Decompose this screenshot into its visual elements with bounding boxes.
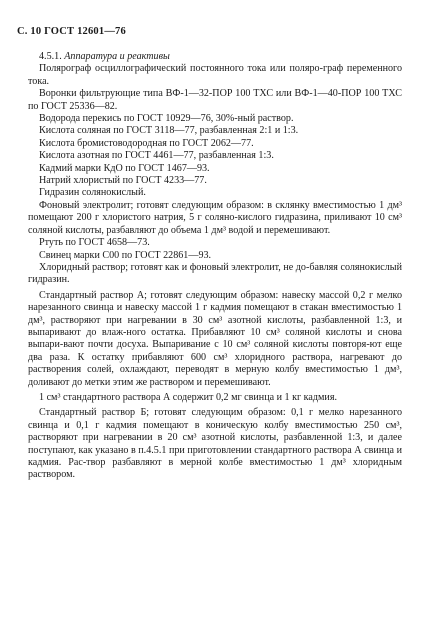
paragraph: Гидразин солянокислый. bbox=[39, 187, 146, 199]
paragraph: Водорода перекись по ГОСТ 10929—76, 30%-ный раствор. bbox=[39, 113, 294, 125]
paragraph: Стандартный раствор А; готовят следующим образом: навеску массой 0,2 г мелко нарезанного свинца и навеску массой 1 г кадмия помещают в стакан вместимостью 1 дм³, растворяют при нагревании в 30 см³ азотной кислоты, разбавленной 1:3, и выпаривают до влаж-ного остатка. Прибавляют 10 см³ соляной кислоты и снова выпари-вают почти досуха. Выпаривание с 10 см³ соляной кислоты повторя-ют еще два раза. К остатку прибавляют 600 см³ хлоридного раствора, нагревают до растворения солей, охлаждают, переводят в мерную колбу вместимостью 1 дм³, доливают до метки этим же раствором и перемешивают. bbox=[28, 289, 402, 388]
section-heading bbox=[28, 51, 402, 63]
paragraph: Хлоридный раствор; готовят как и фоновый электролит, не до-бавляя солянокислый гидразин. bbox=[28, 261, 402, 286]
paragraph: Ртуть по ГОСТ 4658—73. bbox=[39, 237, 150, 249]
paragraph: Кислота соляная по ГОСТ 3118—77, разбавленная 2:1 и 1:3. bbox=[39, 125, 299, 137]
paragraph: Натрий хлористый по ГОСТ 4233—77. bbox=[39, 175, 207, 187]
paragraph: 1 см³ стандартного раствора А содержит 0,2 мг свинца и 1 кг кадмия. bbox=[39, 391, 337, 403]
paragraph: Кислота азотная по ГОСТ 4461—77, разбавленная 1:3. bbox=[39, 150, 274, 162]
page-header: С. 10 ГОСТ 12601—76 bbox=[17, 26, 126, 37]
paragraph: Воронки фильтрующие типа ВФ-1—32-ПОР 100 ТХС или ВФ-1—40-ПОР 100 ТХС по ГОСТ 25336—82. bbox=[28, 88, 402, 112]
section-title: Аппаратура и реактивы bbox=[64, 51, 170, 62]
section-number: 4.5.1. bbox=[39, 51, 62, 62]
paragraph: Кадмий марки КдО по ГОСТ 1467—93. bbox=[39, 162, 210, 174]
paragraph: Стандартный раствор Б; готовят следующим образом: 0,1 г мелко нарезанного свинца и 0,1 г кадмия помещают в коническую колбу вместимостью 250 см³, растворяют при нагревании в 20 см³ азотной кислоты, разбавленной 1:3, и далее поступают, как указано в п.4.5.1 при приготовлении стандартного раствора А свинца и кадмия. Рас-твор разбавляют в мерной колбе вместимостью 1 дм³ хлоридным раствором. bbox=[28, 407, 402, 481]
paragraph: Свинец марки С00 по ГОСТ 22861—93. bbox=[39, 249, 212, 261]
paragraph: Полярограф осциллографический постоянного тока или поляро-граф переменного тока. bbox=[28, 63, 402, 87]
paragraph: Кислота бромистоводородная по ГОСТ 2062—77. bbox=[39, 137, 254, 149]
paragraph: Фоновый электролит; готовят следующим образом: в склянку вместимостью 1 дм³ помещают 200 г хлористого натрия, 5 г соляно-кислого гидразина, приливают 10 см³ соляной кислоты, разбавляют до объема 1 дм³ водой и перемешивают. bbox=[28, 199, 402, 236]
page-content bbox=[28, 51, 402, 482]
